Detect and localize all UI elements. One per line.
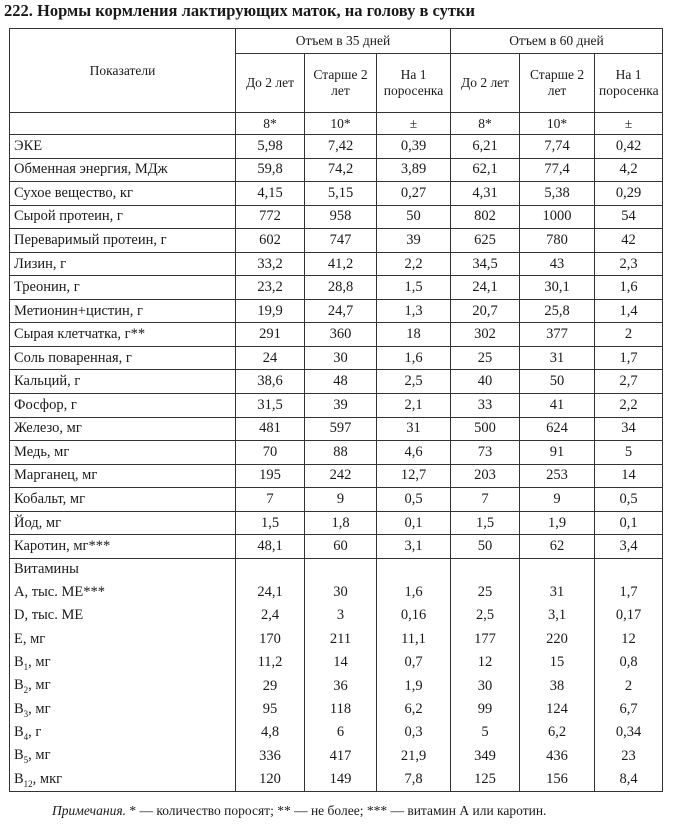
- vitamin-unit: , мг: [28, 677, 51, 694]
- value-cell: 24,7: [305, 299, 377, 323]
- feeding-norms-table: [9, 28, 663, 792]
- value-cell: 30,1: [520, 276, 595, 300]
- vitamin-name: В: [14, 653, 24, 670]
- value-cell: 124: [520, 698, 595, 721]
- value-cell: 1,7: [595, 346, 663, 370]
- value-cell: 602: [236, 229, 305, 253]
- subheader-cell: ±: [595, 113, 663, 135]
- value-cell: 4,6: [377, 441, 451, 465]
- vitamin-subscript: 2: [23, 685, 29, 696]
- value-cell: 30: [451, 674, 520, 697]
- value-cell: 6: [305, 721, 377, 744]
- value-cell: 30: [305, 581, 377, 604]
- value-cell: 40: [451, 370, 520, 394]
- value-cell: 0,7: [377, 651, 451, 674]
- value-cell: 24: [236, 346, 305, 370]
- table-row: [10, 488, 663, 512]
- row-label: Соль поваренная, г: [10, 346, 236, 370]
- value-cell: 2,2: [595, 394, 663, 418]
- value-cell: 2,1: [377, 394, 451, 418]
- value-cell: 19,9: [236, 299, 305, 323]
- table-row: [10, 441, 663, 465]
- value-cell: 0,34: [595, 721, 663, 744]
- value-cell: 0,3: [377, 721, 451, 744]
- value-cell: 2,3: [595, 252, 663, 276]
- value-cell: 25: [451, 346, 520, 370]
- value-cell: 59,8: [236, 158, 305, 182]
- value-cell: 2,5: [451, 604, 520, 627]
- row-label: Кальций, г: [10, 370, 236, 394]
- value-cell: 12: [595, 628, 663, 651]
- vitamin-label: [10, 651, 236, 674]
- vitamin-name: В: [14, 700, 24, 717]
- value-cell: 0,29: [595, 182, 663, 206]
- value-cell: 12: [451, 651, 520, 674]
- value-cell: 41: [520, 394, 595, 418]
- table-row: [10, 229, 663, 253]
- value-cell: 31: [520, 581, 595, 604]
- value-cell: 0,1: [377, 511, 451, 535]
- value-cell: 54: [595, 205, 663, 229]
- value-cell: 170: [236, 628, 305, 651]
- value-cell: 6,21: [451, 135, 520, 159]
- value-cell: 11,1: [377, 628, 451, 651]
- subheader-cell: 10*: [520, 113, 595, 135]
- row-label: Треонин, г: [10, 276, 236, 300]
- row-label: Сырой протеин, г: [10, 205, 236, 229]
- value-cell: 8,4: [595, 768, 663, 792]
- value-cell: 125: [451, 768, 520, 792]
- vitamin-row: [10, 721, 663, 744]
- value-cell: 21,9: [377, 745, 451, 768]
- row-label: Сухое вещество, кг: [10, 182, 236, 206]
- table-row: [10, 464, 663, 488]
- value-cell: 91: [520, 441, 595, 465]
- subheader-cell: 10*: [305, 113, 377, 135]
- value-cell: 1,9: [520, 511, 595, 535]
- value-cell: 349: [451, 745, 520, 768]
- value-cell: 1,9: [377, 674, 451, 697]
- value-cell: 4,2: [595, 158, 663, 182]
- value-cell: 25,8: [520, 299, 595, 323]
- value-cell: 597: [305, 417, 377, 441]
- value-cell: 625: [451, 229, 520, 253]
- value-cell: 11,2: [236, 651, 305, 674]
- vitamin-label: [10, 698, 236, 721]
- vitamin-row: [10, 651, 663, 674]
- value-cell: 2,5: [377, 370, 451, 394]
- vitamins-header-row: [10, 558, 663, 581]
- row-label: Обменная энергия, МДж: [10, 158, 236, 182]
- value-cell: 30: [305, 346, 377, 370]
- value-cell: 23: [595, 745, 663, 768]
- value-cell: 95: [236, 698, 305, 721]
- value-cell: 36: [305, 674, 377, 697]
- value-cell: 1,5: [377, 276, 451, 300]
- value-cell: 2,7: [595, 370, 663, 394]
- row-label: Метионин+цистин, г: [10, 299, 236, 323]
- vitamin-row: [10, 628, 663, 651]
- value-cell: 14: [595, 464, 663, 488]
- value-cell: 50: [377, 205, 451, 229]
- empty-cell: [595, 558, 663, 581]
- value-cell: 7: [451, 488, 520, 512]
- row-label: Переваримый протеин, г: [10, 229, 236, 253]
- value-cell: 203: [451, 464, 520, 488]
- value-cell: 0,39: [377, 135, 451, 159]
- vitamin-row: [10, 768, 663, 792]
- value-cell: 747: [305, 229, 377, 253]
- group-35-days-header: Отъем в 35 дней: [236, 29, 451, 54]
- value-cell: 302: [451, 323, 520, 347]
- row-label: Фосфор, г: [10, 394, 236, 418]
- value-cell: 42: [595, 229, 663, 253]
- table-row: [10, 182, 663, 206]
- value-cell: 39: [377, 229, 451, 253]
- subheader-cell: 8*: [451, 113, 520, 135]
- value-cell: 195: [236, 464, 305, 488]
- value-cell: 7,8: [377, 768, 451, 792]
- value-cell: 5,15: [305, 182, 377, 206]
- table-row: [10, 511, 663, 535]
- value-cell: 74,2: [305, 158, 377, 182]
- value-cell: 360: [305, 323, 377, 347]
- value-cell: 149: [305, 768, 377, 792]
- vitamin-label: [10, 581, 236, 604]
- value-cell: 1,6: [595, 276, 663, 300]
- table-row: [10, 276, 663, 300]
- value-cell: 88: [305, 441, 377, 465]
- value-cell: 0,5: [595, 488, 663, 512]
- table-row: [10, 323, 663, 347]
- value-cell: 50: [520, 370, 595, 394]
- value-cell: 156: [520, 768, 595, 792]
- vitamin-name: В: [14, 747, 24, 764]
- vitamin-row: [10, 674, 663, 697]
- value-cell: 1000: [520, 205, 595, 229]
- value-cell: 1,6: [377, 346, 451, 370]
- value-cell: 14: [305, 651, 377, 674]
- vitamin-label: [10, 768, 236, 792]
- value-cell: 3,1: [377, 535, 451, 559]
- vitamin-subscript: 1: [23, 661, 29, 672]
- value-cell: 3,89: [377, 158, 451, 182]
- value-cell: 4,15: [236, 182, 305, 206]
- subheader-cell: ±: [377, 113, 451, 135]
- vitamin-label: [10, 628, 236, 651]
- value-cell: 73: [451, 441, 520, 465]
- vitamin-unit: , мг: [28, 747, 51, 764]
- value-cell: 3,4: [595, 535, 663, 559]
- value-cell: 62,1: [451, 158, 520, 182]
- value-cell: 38,6: [236, 370, 305, 394]
- value-cell: 24,1: [451, 276, 520, 300]
- row-label: Сырая клетчатка, г**: [10, 323, 236, 347]
- value-cell: 5,98: [236, 135, 305, 159]
- empty-cell: [377, 558, 451, 581]
- table-title: 222. Нормы кормления лактирующих маток, на голову в сутки: [4, 1, 476, 20]
- value-cell: 33,2: [236, 252, 305, 276]
- value-cell: 1,8: [305, 511, 377, 535]
- vitamin-unit: , мкг: [32, 770, 63, 787]
- value-cell: 28,8: [305, 276, 377, 300]
- value-cell: 211: [305, 628, 377, 651]
- table-row: [10, 252, 663, 276]
- vitamin-name: В: [14, 770, 24, 787]
- empty-header-cell: [10, 113, 236, 135]
- value-cell: 50: [451, 535, 520, 559]
- value-cell: 0,8: [595, 651, 663, 674]
- value-cell: 41,2: [305, 252, 377, 276]
- value-cell: 99: [451, 698, 520, 721]
- value-cell: 958: [305, 205, 377, 229]
- vitamin-label: [10, 745, 236, 768]
- value-cell: 5,38: [520, 182, 595, 206]
- value-cell: 242: [305, 464, 377, 488]
- value-cell: 9: [520, 488, 595, 512]
- value-cell: 177: [451, 628, 520, 651]
- value-cell: 2,4: [236, 604, 305, 627]
- value-cell: 377: [520, 323, 595, 347]
- table-row: [10, 205, 663, 229]
- value-cell: 70: [236, 441, 305, 465]
- vitamin-name: В: [14, 677, 24, 694]
- vitamin-unit: , мг: [28, 700, 51, 717]
- column-header: Старше 2 лет: [520, 54, 595, 113]
- value-cell: 336: [236, 745, 305, 768]
- value-cell: 24,1: [236, 581, 305, 604]
- vitamin-label: [10, 604, 236, 627]
- vitamin-subscript: 3: [23, 708, 29, 719]
- vitamin-subscript: 5: [23, 755, 29, 766]
- table-row: [10, 370, 663, 394]
- value-cell: 33: [451, 394, 520, 418]
- row-label: Лизин, г: [10, 252, 236, 276]
- vitamins-label: Витамины: [10, 558, 236, 581]
- value-cell: 6,2: [520, 721, 595, 744]
- value-cell: 34: [595, 417, 663, 441]
- value-cell: 118: [305, 698, 377, 721]
- value-cell: 624: [520, 417, 595, 441]
- value-cell: 1,3: [377, 299, 451, 323]
- vitamin-label: [10, 721, 236, 744]
- row-label: Железо, мг: [10, 417, 236, 441]
- value-cell: 0,1: [595, 511, 663, 535]
- value-cell: 6,2: [377, 698, 451, 721]
- footnote-label: Примечания.: [52, 803, 126, 818]
- value-cell: 417: [305, 745, 377, 768]
- value-cell: 25: [451, 581, 520, 604]
- empty-cell: [236, 558, 305, 581]
- value-cell: 12,7: [377, 464, 451, 488]
- table-row: [10, 346, 663, 370]
- value-cell: 0,27: [377, 182, 451, 206]
- vitamin-row: [10, 698, 663, 721]
- value-cell: 2,2: [377, 252, 451, 276]
- row-label: Йод, мг: [10, 511, 236, 535]
- empty-cell: [520, 558, 595, 581]
- table-row: [10, 299, 663, 323]
- value-cell: 0,42: [595, 135, 663, 159]
- row-label: Кобальт, мг: [10, 488, 236, 512]
- value-cell: 43: [520, 252, 595, 276]
- vitamin-subscript: 4: [23, 731, 29, 742]
- column-header: До 2 лет: [236, 54, 305, 113]
- value-cell: 7,74: [520, 135, 595, 159]
- value-cell: 18: [377, 323, 451, 347]
- value-cell: 62: [520, 535, 595, 559]
- value-cell: 1,6: [377, 581, 451, 604]
- value-cell: 31: [520, 346, 595, 370]
- vitamin-name: А, тыс. МЕ***: [14, 584, 105, 601]
- value-cell: 5: [595, 441, 663, 465]
- value-cell: 802: [451, 205, 520, 229]
- vitamin-label: [10, 674, 236, 697]
- subheader-cell: 8*: [236, 113, 305, 135]
- value-cell: 48,1: [236, 535, 305, 559]
- value-cell: 291: [236, 323, 305, 347]
- value-cell: 1,4: [595, 299, 663, 323]
- value-cell: 0,16: [377, 604, 451, 627]
- value-cell: 31,5: [236, 394, 305, 418]
- vitamin-name: В: [14, 723, 24, 740]
- vitamin-unit: , мг: [28, 653, 51, 670]
- value-cell: 3,1: [520, 604, 595, 627]
- value-cell: 5: [451, 721, 520, 744]
- table-row: [10, 535, 663, 559]
- value-cell: 772: [236, 205, 305, 229]
- empty-cell: [451, 558, 520, 581]
- value-cell: 120: [236, 768, 305, 792]
- empty-cell: [305, 558, 377, 581]
- value-cell: 780: [520, 229, 595, 253]
- row-label: Марганец, мг: [10, 464, 236, 488]
- value-cell: 23,2: [236, 276, 305, 300]
- vitamin-unit: , г: [28, 723, 42, 740]
- value-cell: 38: [520, 674, 595, 697]
- vitamin-row: [10, 604, 663, 627]
- value-cell: 31: [377, 417, 451, 441]
- value-cell: 29: [236, 674, 305, 697]
- table-row: [10, 158, 663, 182]
- value-cell: 7,42: [305, 135, 377, 159]
- value-cell: 60: [305, 535, 377, 559]
- column-header: Старше 2 лет: [305, 54, 377, 113]
- column-header: До 2 лет: [451, 54, 520, 113]
- value-cell: 77,4: [520, 158, 595, 182]
- value-cell: 34,5: [451, 252, 520, 276]
- value-cell: 9: [305, 488, 377, 512]
- row-label: Медь, мг: [10, 441, 236, 465]
- vitamin-subscript: 12: [23, 778, 33, 789]
- value-cell: 4,8: [236, 721, 305, 744]
- vitamin-name: D, тыс. МЕ: [14, 607, 84, 624]
- footnote-text: * — количество поросят; ** — не более; *** — витамин А или каротин.: [125, 803, 547, 818]
- value-cell: 436: [520, 745, 595, 768]
- row-label: Каротин, мг***: [10, 535, 236, 559]
- footnote: [52, 801, 672, 821]
- value-cell: 15: [520, 651, 595, 674]
- indicators-header: Показатели: [10, 29, 236, 113]
- value-cell: 253: [520, 464, 595, 488]
- value-cell: 4,31: [451, 182, 520, 206]
- value-cell: 6,7: [595, 698, 663, 721]
- value-cell: 20,7: [451, 299, 520, 323]
- value-cell: 2: [595, 323, 663, 347]
- value-cell: 3: [305, 604, 377, 627]
- vitamin-name: Е, мг: [14, 630, 46, 647]
- vitamin-row: [10, 581, 663, 604]
- value-cell: 1,7: [595, 581, 663, 604]
- value-cell: 7: [236, 488, 305, 512]
- value-cell: 48: [305, 370, 377, 394]
- column-header: На 1 поросенка: [595, 54, 663, 113]
- table-row: [10, 135, 663, 159]
- table-row: [10, 394, 663, 418]
- value-cell: 0,5: [377, 488, 451, 512]
- group-60-days-header: Отъем в 60 дней: [451, 29, 663, 54]
- value-cell: 1,5: [236, 511, 305, 535]
- value-cell: 39: [305, 394, 377, 418]
- value-cell: 0,17: [595, 604, 663, 627]
- row-label: ЭКЕ: [10, 135, 236, 159]
- value-cell: 481: [236, 417, 305, 441]
- value-cell: 500: [451, 417, 520, 441]
- value-cell: 2: [595, 674, 663, 697]
- table-row: [10, 417, 663, 441]
- value-cell: 1,5: [451, 511, 520, 535]
- value-cell: 220: [520, 628, 595, 651]
- column-header: На 1 поросенка: [377, 54, 451, 113]
- vitamin-row: [10, 745, 663, 768]
